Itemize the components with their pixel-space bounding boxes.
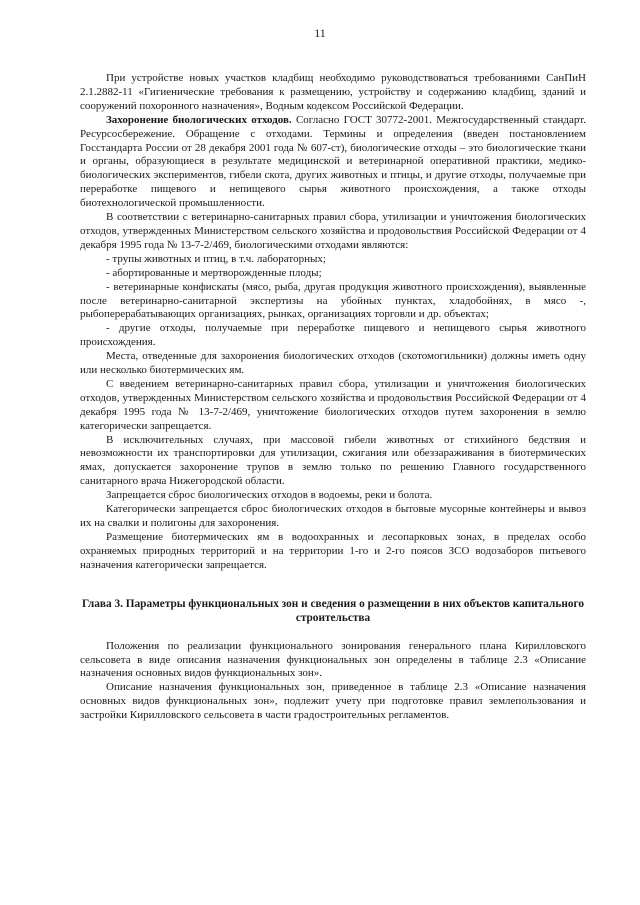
paragraph-exceptional-cases: В исключительных случаях, при массовой гибели животных от стихийного бедствия и невозможности их транспортировки для утилизации, сжигания или обеззараживания в биотермических ямах, допускается захоронение трупов в землю только по решению Главного государственного санитарного врача Нижегородской области. [80, 433, 586, 488]
paragraph-burial-ban: С введением ветеринарно-санитарных правил сбора, утилизации и уничтожения биологических отходов, утвержденных Министерством сельского хозяйства и продовольствия Российской Федерации от 4 декабря 1995 года № 13-7-2/469, уничтожение биологических отходов путем захоронения в землю категорически запрещается. [80, 377, 586, 432]
document-body [80, 72, 586, 723]
paragraph-cemeteries: При устройстве новых участков кладбищ необходимо руководствоваться требованиями СанПиН 2.1.2882-11 «Гигиенические требования к размещению, устройству и содержанию кладбищ, зданий и сооружений похоронного назначения», Водным кодексом Российской Федерации. [80, 72, 586, 112]
paragraph-zoning-provisions: Положения по реализации функционального зонирования генерального плана Кирилловского сельсовета в виде описания назначения функциональных зон определены в таблице 2.3 «Описание назначения основных видов функциональных зон». [80, 639, 586, 680]
bio-waste-text: Согласно ГОСТ 30772-2001. Межгосударственный стандарт. Ресурсосбережение. Обращение с отходами. Термины и определения (введен постановлением Госстандарта России от 28 декабря 2001 года № 607-ст), биологические отходы – это биологические ткани и органы, образующиеся в результате медицинской и ветеринарной оперативной практики, медико-биологических экспериментов, гибели скота, других животных и птицы, и другие отходы, получаемые при переработке пищевого и непищевого сырья животного происхождения, а также отходы биотехнологической промышленности. [80, 113, 586, 210]
paragraph-water-ban: Запрещается сброс биологических отходов в водоемы, реки и болота. [106, 489, 433, 502]
paragraph-zoning-description: Описание назначения функциональных зон, приведенное в таблице 2.3 «Описание назначения основных видов функциональных зон», подлежит учету при подготовке правил землепользования и застройки Кирилловского сельсовета в части градостроительных регламентов. [80, 681, 586, 722]
paragraph-container-ban: Категорически запрещается сброс биологических отходов в бытовые мусорные контейнеры и вывоз их на свалки и полигоны для захоронения. [80, 503, 586, 529]
paragraph-pit-placement: Размещение биотермических ям в водоохранных и лесопарковых зонах, в пределах особо охраняемых природных территорий и на территории 1-го и 2-го поясов ЗСО водозаборов питьевого назначения категорически запрещается. [80, 530, 586, 571]
paragraph-vet-rules: В соответствии с ветеринарно-санитарных правил сбора, утилизации и уничтожения биологических отходов, утвержденных Министерством сельского хозяйства и продовольствия Российской Федерации от 4 декабря 1995 года № 13-7-2/469, биологическими отходами являются: [80, 211, 586, 251]
paragraph-bio-waste-definition [80, 114, 586, 211]
bio-waste-heading: Захоронение биологических отходов. [106, 113, 292, 126]
chapter-heading: Глава 3. Параметры функциональных зон и сведения о размещении в них объектов капитального строительства [81, 597, 585, 624]
page-number: 11 [314, 26, 326, 40]
list-item: - трупы животных и птиц, в т.ч. лабораторных; [106, 252, 326, 265]
list-item: - абортированные и мертворожденные плоды; [106, 266, 322, 279]
list-item: - другие отходы, получаемые при переработке пищевого и непищевого сырья животного происхождения. [80, 322, 586, 349]
paragraph-burial-sites: Места, отведенные для захоронения биологических отходов (скотомогильники) должны иметь одну или несколько биотермических ям. [80, 350, 586, 377]
list-item: - ветеринарные конфискаты (мясо, рыба, другая продукция животного происхождения), выявленные после ветеринарно-санитарной экспертизы на убойных пунктах, хладобойнях, в мясо -, рыбоперерабатывающих организациях, рынках, организациях торговли и др. объектах; [80, 280, 586, 321]
